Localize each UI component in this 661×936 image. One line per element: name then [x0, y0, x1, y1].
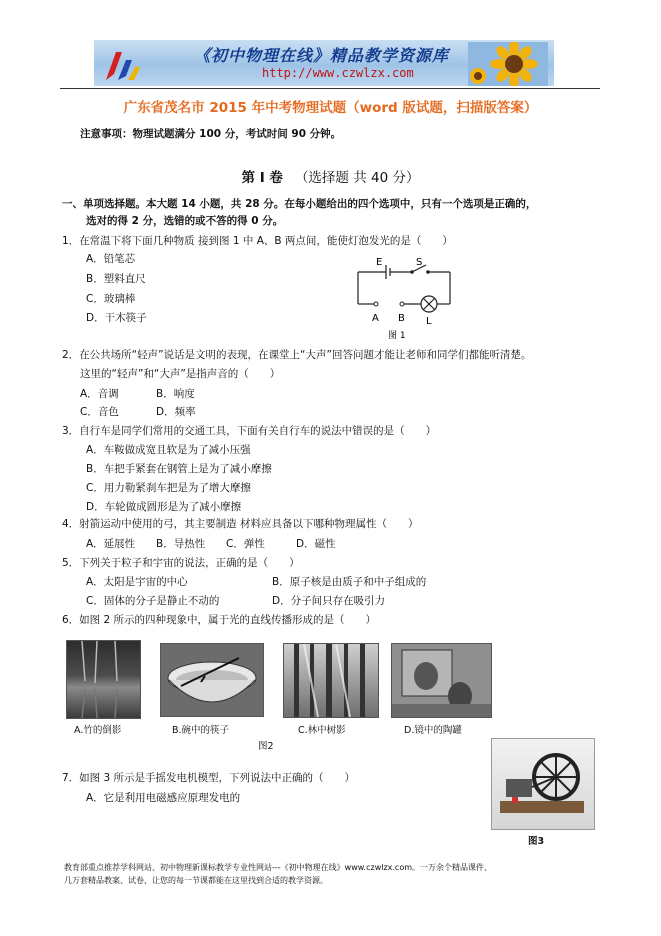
question-4-option-b[interactable]: B．导热性: [156, 538, 206, 550]
question-5-stem: 5．下列关于粒子和宇宙的说法，正确的是（ ）: [62, 557, 300, 569]
photo-bowl-chopsticks: [160, 643, 264, 717]
label-s: S: [416, 257, 423, 268]
photo-mirror-pot: [391, 643, 492, 718]
header-rule: [60, 88, 600, 89]
page-title: 广东省茂名市 2015 年中考物理试题（word 版试题，扫描版答案）: [123, 100, 538, 116]
photo-forest-shadow: [283, 643, 379, 718]
header-banner: [94, 40, 554, 86]
question-1-option-c[interactable]: C．玻璃棒: [86, 293, 136, 305]
label-e: E: [376, 257, 383, 268]
figure-2-caption-d[interactable]: D.镜中的陶罐: [404, 725, 462, 736]
question-5-option-c[interactable]: C．固体的分子是静止不动的: [86, 595, 220, 607]
banner-url[interactable]: http://www.czwlzx.com: [262, 66, 414, 80]
figure-2-caption-c[interactable]: C.林中树影: [298, 725, 346, 736]
question-4-option-d[interactable]: D．磁性: [296, 538, 336, 550]
question-3-option-b[interactable]: B．车把手紧套在钢管上是为了减小摩擦: [86, 463, 272, 475]
question-4-option-c[interactable]: C．弹性: [226, 538, 265, 550]
question-2-stem-1: 2．在公共场所“轻声”说话是文明的表现，在课堂上“大声”回答问题才能让老师和同学们都能听清楚。: [62, 349, 532, 361]
question-5-option-d[interactable]: D．分子间只存在吸引力: [272, 595, 386, 607]
question-3-stem: 3．自行车是同学们常用的交通工具，下面有关自行车的说法中错误的是（ ）: [62, 425, 437, 437]
site-logo: [102, 46, 142, 82]
question-7-stem: 7．如图 3 所示是手摇发电机模型，下列说法中正确的（ ）: [62, 772, 356, 784]
page-footer: [64, 861, 624, 887]
question-2-stem-2: 这里的“轻声”和“大声”是指声音的（ ）: [80, 368, 281, 380]
figure-2-caption-a[interactable]: A.竹的倒影: [74, 725, 122, 736]
label-l: L: [426, 316, 432, 327]
sunflower-image: [468, 42, 548, 86]
question-5-option-b[interactable]: B．原子核是由质子和中子组成的: [272, 576, 427, 588]
section-heading: [0, 166, 661, 186]
question-2-option-c[interactable]: C．音色: [80, 406, 119, 418]
question-6-stem: 6．如图 2 所示的四种现象中，属于光的直线传播形成的是（ ）: [62, 614, 377, 626]
figure-1-caption: 图 1: [388, 331, 406, 341]
footer-line-2: 几万套精品教案、试卷，让您的每一节课都能在这里找到合适的教学资源。: [64, 876, 328, 885]
figure-2-caption: 图2: [258, 741, 274, 752]
question-3-option-d[interactable]: D．车轮做成圆形是为了减小摩擦: [86, 501, 242, 513]
question-5-option-a[interactable]: A．太阳是宇宙的中心: [86, 576, 188, 588]
exam-notice: 注意事项：物理试题满分 100 分，考试时间 90 分钟。: [80, 128, 342, 140]
question-1-option-d[interactable]: D．干木筷子: [86, 312, 147, 324]
section-label: 第 I 卷: [241, 170, 283, 186]
figure-2-caption-b[interactable]: B.碗中的筷子: [172, 725, 230, 736]
question-1-option-b[interactable]: B．塑料直尺: [86, 273, 146, 285]
question-7-option-a[interactable]: A．它是利用电磁感应原理发电的: [86, 792, 241, 804]
question-3-option-c[interactable]: C．用力勒紧刹车把是为了增大摩擦: [86, 482, 251, 494]
label-a: A: [372, 313, 379, 324]
question-4-stem: 4．射箭运动中使用的弓，其主要制造 材料应具备以下哪种物理属性（ ）: [62, 518, 419, 530]
banner-title: 《初中物理在线》精品教学资源库: [194, 46, 450, 65]
question-4-option-a[interactable]: A．延展性: [86, 538, 136, 550]
section-sub: （选择题 共 40 分）: [294, 170, 420, 186]
footer-line-1: 教育部重点推荐学科网站、初中物理新课标教学专业性网站---《初中物理在线》www.czwlzx.com。一万余个精品课件、: [64, 863, 493, 872]
question-2-option-d[interactable]: D．频率: [156, 406, 196, 418]
photo-bamboo-reflection: [66, 640, 141, 719]
question-1-option-a[interactable]: A．铅笔芯: [86, 253, 136, 265]
question-3-option-a[interactable]: A．车鞍做成宽且软是为了减小压强: [86, 444, 251, 456]
part1-instruction-2: 选对的得 2 分，选错的或不答的得 0 分。: [86, 215, 284, 227]
question-1-stem: 1．在常温下将下面几种物质 接到图 1 中 A、B 两点间，能使灯泡发光的是（ ）: [62, 235, 453, 247]
part1-instruction-1: 一、单项选择题。本大题 14 小题，共 28 分。在每小题给出的四个选项中，只有一个选项是正确的，: [62, 198, 537, 210]
figure-3-caption: 图3: [528, 836, 545, 847]
figure-3-generator-photo: [491, 738, 595, 830]
question-2-option-a[interactable]: A．音调: [80, 388, 119, 400]
label-b: B: [398, 313, 405, 324]
figure-1-circuit: [350, 252, 460, 342]
question-2-option-b[interactable]: B．响度: [156, 388, 195, 400]
